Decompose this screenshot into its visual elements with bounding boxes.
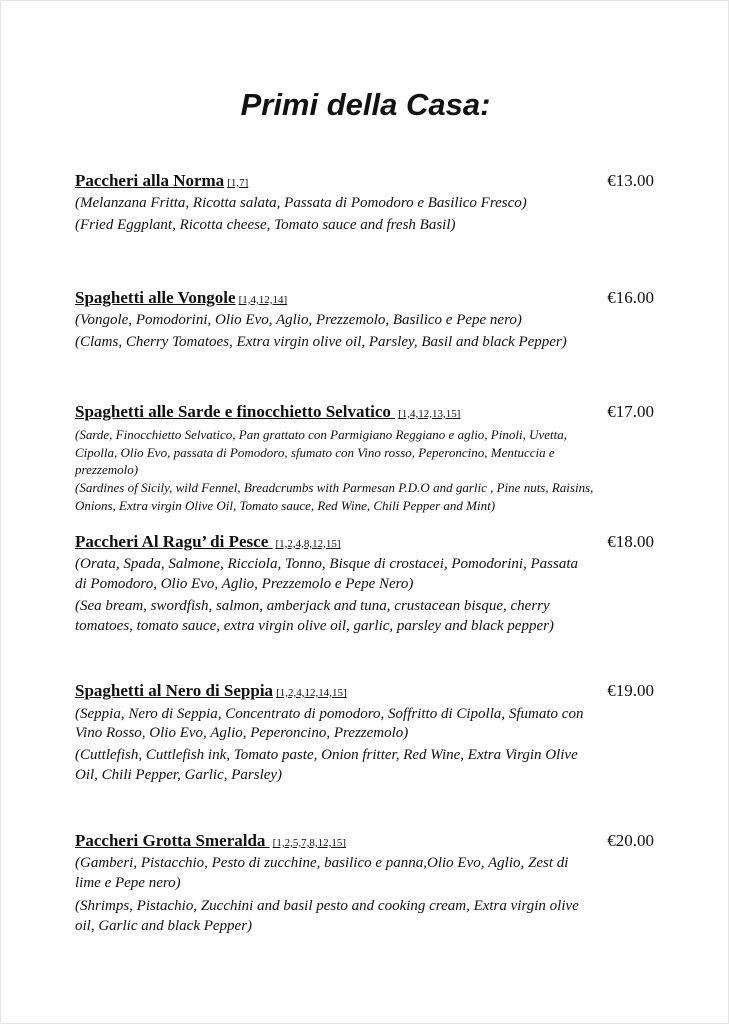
- description-english: Onions, Extra virgin Olive Oil, Tomato sauce, Red Wine, Chili Pepper and Mint): [75, 498, 496, 513]
- allergen-codes: [1,4,12,14]: [238, 294, 288, 306]
- description-italian: (Gamberi, Pistacchio, Pesto di zucchine, basilico e panna,Olio Evo, Aglio, Zest di: [75, 855, 569, 871]
- dish-price: €18.00: [607, 532, 654, 551]
- allergen-codes: [1,7]: [227, 177, 249, 189]
- dish-price: €16.00: [607, 288, 654, 307]
- allergen-codes: [1,2,5,7,8,12,15]: [272, 837, 346, 849]
- allergen-codes: [1,4,12,13,15]: [398, 408, 461, 420]
- description-italian: (Sarde, Finocchietto Selvatico, Pan grattato con Parmigiano Reggiano e aglio, Pinoli, Uvetta,: [75, 427, 567, 442]
- description-english: (Fried Eggplant, Ricotta cheese, Tomato sauce and fresh Basil): [75, 217, 456, 233]
- dish-title: Paccheri Grotta Smeralda: [75, 831, 270, 850]
- dish-title: Spaghetti alle Sarde e finocchietto Selvatico: [75, 402, 396, 421]
- dish-price: €20.00: [607, 831, 654, 850]
- dish-name: [75, 171, 248, 191]
- allergen-codes: [1,2,4,12,14,15]: [276, 687, 347, 699]
- page-title: Primi della Casa:: [240, 87, 491, 122]
- dish-name: [75, 402, 460, 422]
- description-english: (Clams, Cherry Tomatoes, Extra virgin olive oil, Parsley, Basil and black Pepper): [75, 334, 567, 350]
- description-italian: (Vongole, Pomodorini, Olio Evo, Aglio, Prezzemolo, Basilico e Pepe nero): [75, 312, 522, 328]
- description-english: oil, Garlic and black Pepper): [75, 918, 253, 934]
- description-italian: (Orata, Spada, Salmone, Ricciola, Tonno, Bisque di crostacei, Pomodorini, Passata: [75, 556, 579, 572]
- description-italian: (Melanzana Fritta, Ricotta salata, Passata di Pomodoro e Basilico Fresco): [75, 195, 527, 211]
- dish-name: [75, 288, 287, 308]
- dish-price: €19.00: [607, 681, 654, 700]
- dish-price: €17.00: [607, 402, 654, 421]
- dish-title: Spaghetti alle Vongole: [75, 288, 236, 307]
- dish-title: Paccheri alla Norma: [75, 171, 225, 190]
- dish-name: [75, 532, 341, 552]
- description-english: tomatoes, tomato sauce, extra virgin olive oil, garlic, parsley and black pepper): [75, 618, 554, 634]
- allergen-codes: [1,2,4,8,12,15]: [275, 538, 341, 550]
- description-italian: prezzemolo): [75, 462, 139, 477]
- description-italian: Vino Rosso, Olio Evo, Aglio, Peperoncino, Prezzemolo): [75, 725, 409, 741]
- description-english: (Sea bream, swordfish, salmon, amberjack and tuna, crustacean bisque, cherry: [75, 598, 550, 614]
- description-italian: di Pomodoro, Olio Evo, Aglio, Prezzemolo e Pepe Nero): [75, 576, 414, 592]
- description-english: Oil, Chili Pepper, Garlic, Parsley): [75, 767, 283, 783]
- description-italian: lime e Pepe nero): [75, 875, 181, 891]
- description-english: (Shrimps, Pistachio, Zucchini and basil pesto and cooking cream, Extra virgin olive: [75, 898, 579, 914]
- description-italian: (Seppia, Nero di Seppia, Concentrato di pomodoro, Soffritto di Cipolla, Sfumato con: [75, 706, 584, 722]
- description-english: (Cuttlefish, Cuttlefish ink, Tomato paste, Onion fritter, Red Wine, Extra Virgin Olive: [75, 747, 578, 763]
- dish-name: [75, 681, 347, 701]
- description-italian: Cipolla, Olio Evo, passata di Pomodoro, sfumato con Vino rosso, Peperoncino, Mentuccia e: [75, 445, 555, 460]
- description-english: (Sardines of Sicily, wild Fennel, Breadcrumbs with Parmesan P.D.O and garlic , Pine nuts, Raisins,: [75, 480, 594, 495]
- dish-price: €13.00: [607, 171, 654, 190]
- dish-name: [75, 831, 346, 851]
- dish-title: Spaghetti al Nero di Seppia: [75, 681, 274, 700]
- dish-title: Paccheri Al Ragu’ di Pesce: [75, 532, 273, 551]
